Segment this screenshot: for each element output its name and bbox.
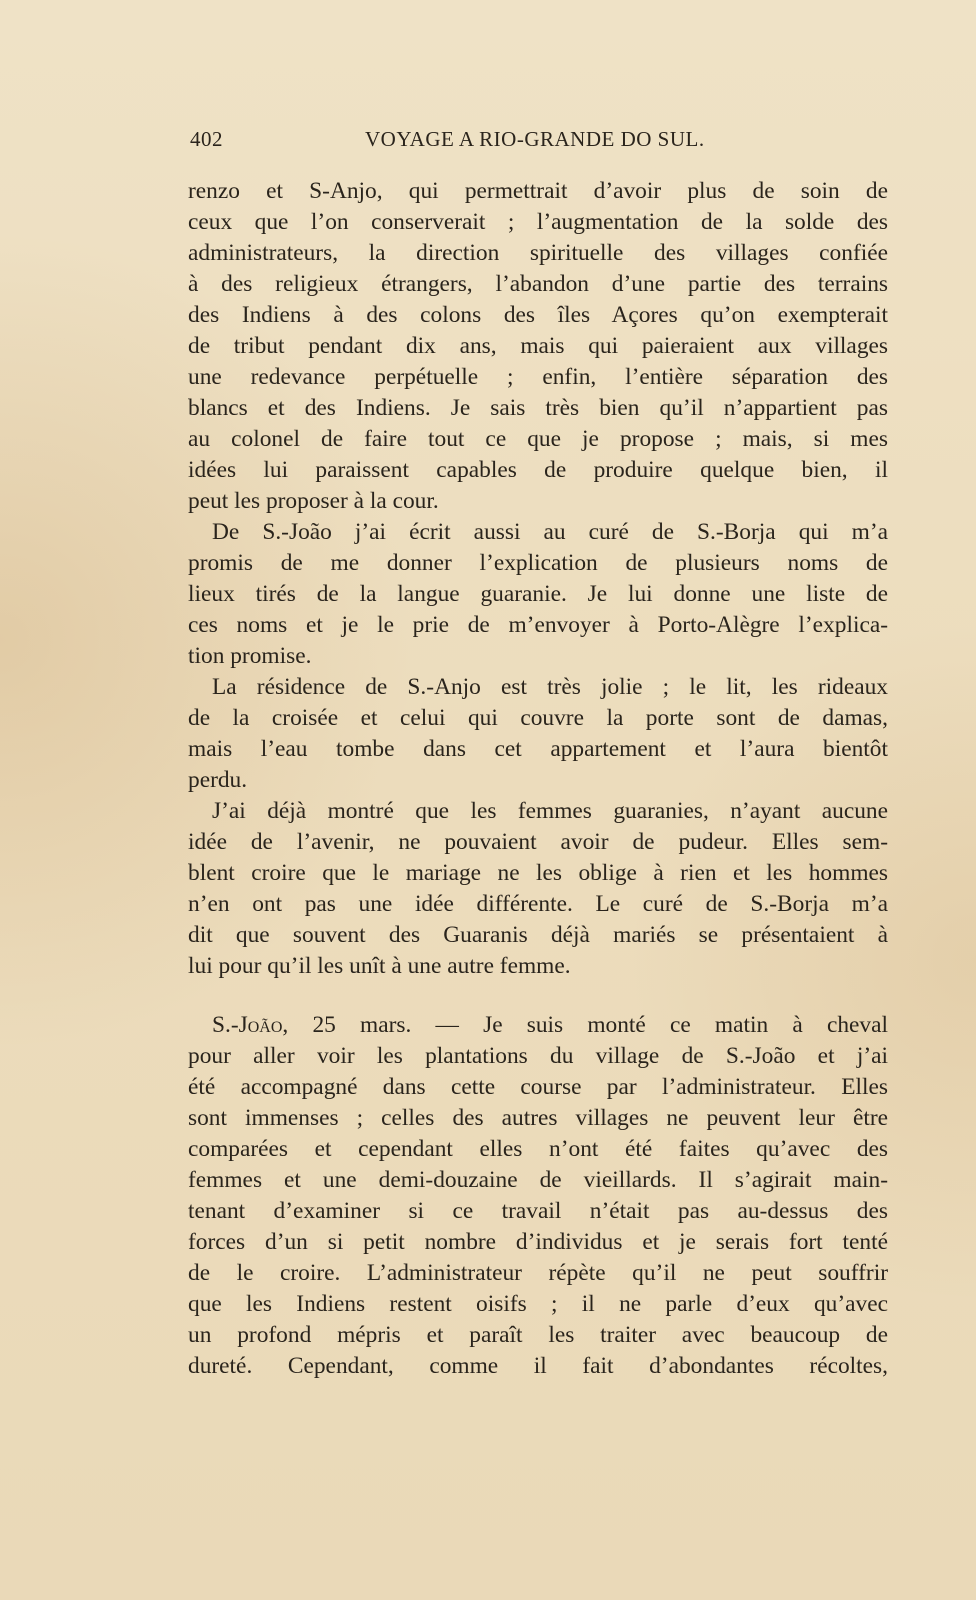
text-line: des Indiens à des colons des îles Açores qu’on exempterait [188, 302, 888, 328]
text-line: renzo et S-Anjo, qui permettrait d’avoir plus de soin de [188, 178, 888, 204]
text-line: tenant d’examiner si ce travail n’était pas au-dessus des [188, 1198, 888, 1224]
text-line: à des religieux étrangers, l’abandon d’une partie des terrains [188, 271, 888, 297]
text-line: blancs et des Indiens. Je sais très bien qu’il n’appartient pas [188, 395, 888, 421]
text-line: de le croire. L’administrateur répète qu’il ne peut souffrir [188, 1260, 888, 1286]
text-line: dureté. Cependant, comme il fait d’abondantes récoltes, [188, 1353, 888, 1379]
paragraph [188, 517, 888, 672]
page-number: 402 [190, 127, 223, 151]
text-line: que les Indiens restent oisifs ; il ne parle d’eux qu’avec [188, 1291, 888, 1317]
text-line: de la croisée et celui qui couvre la porte sont de damas, [188, 705, 888, 731]
paragraph [188, 796, 888, 982]
entry-first-line [188, 1010, 888, 1041]
text-line: pour aller voir les plantations du village de S.-João et j’ai [188, 1043, 888, 1069]
text-line: sont immenses ; celles des autres villages ne peuvent leur être [188, 1105, 888, 1131]
text-line: ces noms et je le prie de m’envoyer à Porto-Alègre l’explica- [188, 612, 888, 638]
text-line: de tribut pendant dix ans, mais qui paieraient aux villages [188, 333, 888, 359]
text-line: idée de l’avenir, ne pouvaient avoir de pudeur. Elles sem- [188, 829, 888, 855]
text-line: un profond mépris et paraît les traiter avec beaucoup de [188, 1322, 888, 1348]
text-line: J’ai déjà montré que les femmes guaranies, n’ayant aucune [212, 798, 888, 824]
text-line: tion promise. [188, 643, 312, 669]
text-line: mais l’eau tombe dans cet appartement et l’aura bientôt [188, 736, 888, 762]
text-line: femmes et une demi-douzaine de vieillards. Il s’agirait main- [188, 1167, 888, 1193]
text-line: comparées et cependant elles n’ont été faites qu’avec des [188, 1136, 888, 1162]
text-line: administrateurs, la direction spirituelle des villages confiée [188, 240, 888, 266]
page-header [190, 127, 890, 157]
text-line: ceux que l’on conserverait ; l’augmentation de la solde des [188, 209, 888, 235]
text-line: blent croire que le mariage ne les oblige à rien et les hommes [188, 860, 888, 886]
text-line: une redevance perpétuelle ; enfin, l’entière séparation des [188, 364, 888, 390]
text-line: forces d’un si petit nombre d’individus et je serais fort tenté [188, 1229, 888, 1255]
text-line: n’en ont pas une idée différente. Le curé de S.-Borja m’a [188, 891, 888, 917]
entry-date: , 25 mars. — Je suis monté ce matin à cheval [282, 1012, 888, 1038]
text-body [188, 176, 888, 1382]
running-title: VOYAGE A RIO-GRANDE DO SUL. [365, 127, 705, 151]
paragraph [188, 672, 888, 796]
text-line: au colonel de faire tout ce que je propose ; mais, si mes [188, 426, 888, 452]
text-line: promis de me donner l’explication de plusieurs noms de [188, 550, 888, 576]
text-line: La résidence de S.-Anjo est très jolie ; le lit, les rideaux [212, 674, 888, 700]
text-line: perdu. [188, 767, 248, 793]
section-spacer [188, 982, 888, 1010]
text-line: peut les proposer à la cour. [188, 488, 439, 514]
paragraph [188, 176, 888, 517]
text-line: lieux tirés de la langue guaranie. Je lui donne une liste de [188, 581, 888, 607]
entry-place: S.-João [212, 1012, 283, 1038]
text-line: De S.-João j’ai écrit aussi au curé de S.-Borja qui m’a [212, 519, 888, 545]
text-line: lui pour qu’il les unît à une autre femme. [188, 953, 571, 979]
text-line: idées lui paraissent capables de produire quelque bien, il [188, 457, 888, 483]
text-line: dit que souvent des Guaranis déjà mariés se présentaient à [188, 922, 888, 948]
text-line: été accompagné dans cette course par l’administrateur. Elles [188, 1074, 888, 1100]
dated-entry [188, 1010, 888, 1382]
